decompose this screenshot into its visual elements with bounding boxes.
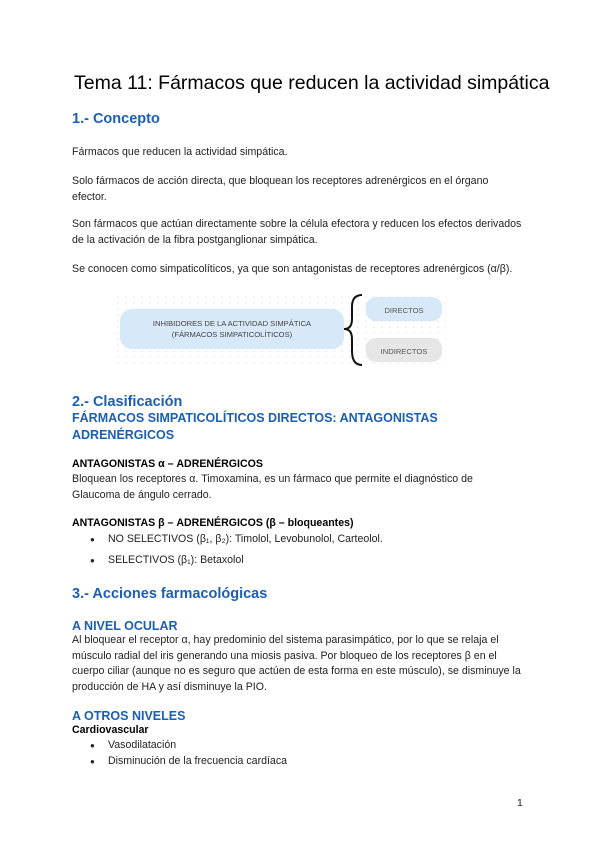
concepto-paragraph-2: Solo fármacos de acción directa, que bloquean los receptores adrenérgicos en el órgano efector. — [72, 175, 489, 203]
otros-niveles-heading: A OTROS NIVELES — [72, 709, 186, 723]
list-item: ● NO SELECTIVOS (β₁, β₂): Timolol, Levobunolol, Carteolol. — [90, 532, 383, 548]
ocular-text: Al bloquear el receptor α, hay predominio del sistema parasimpático, por lo que se relaja el músculo radial del iris generando una miosis pasiva. Por bloqueo de los receptores β en el cuerpo ciliar (aunque no es seguro que actúen de esta forma en este músculo), se disminuye la producción de HA y así disminuye la PIO. — [72, 634, 521, 693]
page-number: 1 — [517, 797, 523, 809]
diagram-main-label-line2: (FÁRMACOS SIMPATICOLÍTICOS) — [171, 330, 293, 339]
diagram-main-box — [120, 309, 344, 349]
section-clasificacion-heading: 2.- Clasificación — [72, 394, 183, 410]
clasificacion-subheading: FÁRMACOS SIMPATICOLÍTICOS DIRECTOS: ANTAGONISTAS ADRENÉRGICOS — [72, 411, 438, 442]
concepto-paragraph-1: Fármacos que reducen la actividad simpática. — [72, 146, 288, 158]
section-concepto-heading: 1.- Concepto — [72, 111, 160, 127]
concepto-paragraph-4: Se conocen como simpaticolíticos, ya que son antagonistas de receptores adrenérgicos (α/β). — [72, 263, 513, 275]
diagram-main-label-line1: INHIBIDORES DE LA ACTIVIDAD SIMPÁTICA — [152, 319, 312, 328]
simpaticoliticos-diagram — [116, 289, 446, 371]
list-item: ● SELECTIVOS (β₁): Betaxolol — [90, 553, 383, 569]
list-item: ● Vasodilatación — [90, 738, 287, 754]
page-title: Tema 11: Fármacos que reducen la actividad simpática — [74, 72, 550, 94]
alpha-antagonists-text: Bloquean los receptores α. Timoxamina, es un fármaco que permite el diagnóstico de Glaucoma de ángulo cerrado. — [72, 473, 473, 501]
cardiovascular-list — [90, 738, 287, 769]
diagram-branch-directos-label: DIRECTOS — [384, 306, 424, 315]
diagram-branch-indirectos-label: INDIRECTOS — [380, 347, 428, 356]
list-item: ● Disminución de la frecuencia cardíaca — [90, 754, 287, 770]
concepto-paragraph-3: Son fármacos que actúan directamente sobre la célula efectora y reducen los efectos derivados de la activación de la fibra postganglionar simpática. — [72, 218, 522, 246]
section-acciones-heading: 3.- Acciones farmacológicas — [72, 586, 268, 602]
beta-antagonists-list — [90, 532, 383, 568]
alpha-antagonists-title: ANTAGONISTAS α – ADRENÉRGICOS — [72, 458, 263, 470]
ocular-heading: A NIVEL OCULAR — [72, 619, 178, 633]
cardiovascular-title: Cardiovascular — [72, 724, 149, 736]
beta-antagonists-title: ANTAGONISTAS β – ADRENÉRGICOS (β – bloqueantes) — [72, 517, 354, 529]
